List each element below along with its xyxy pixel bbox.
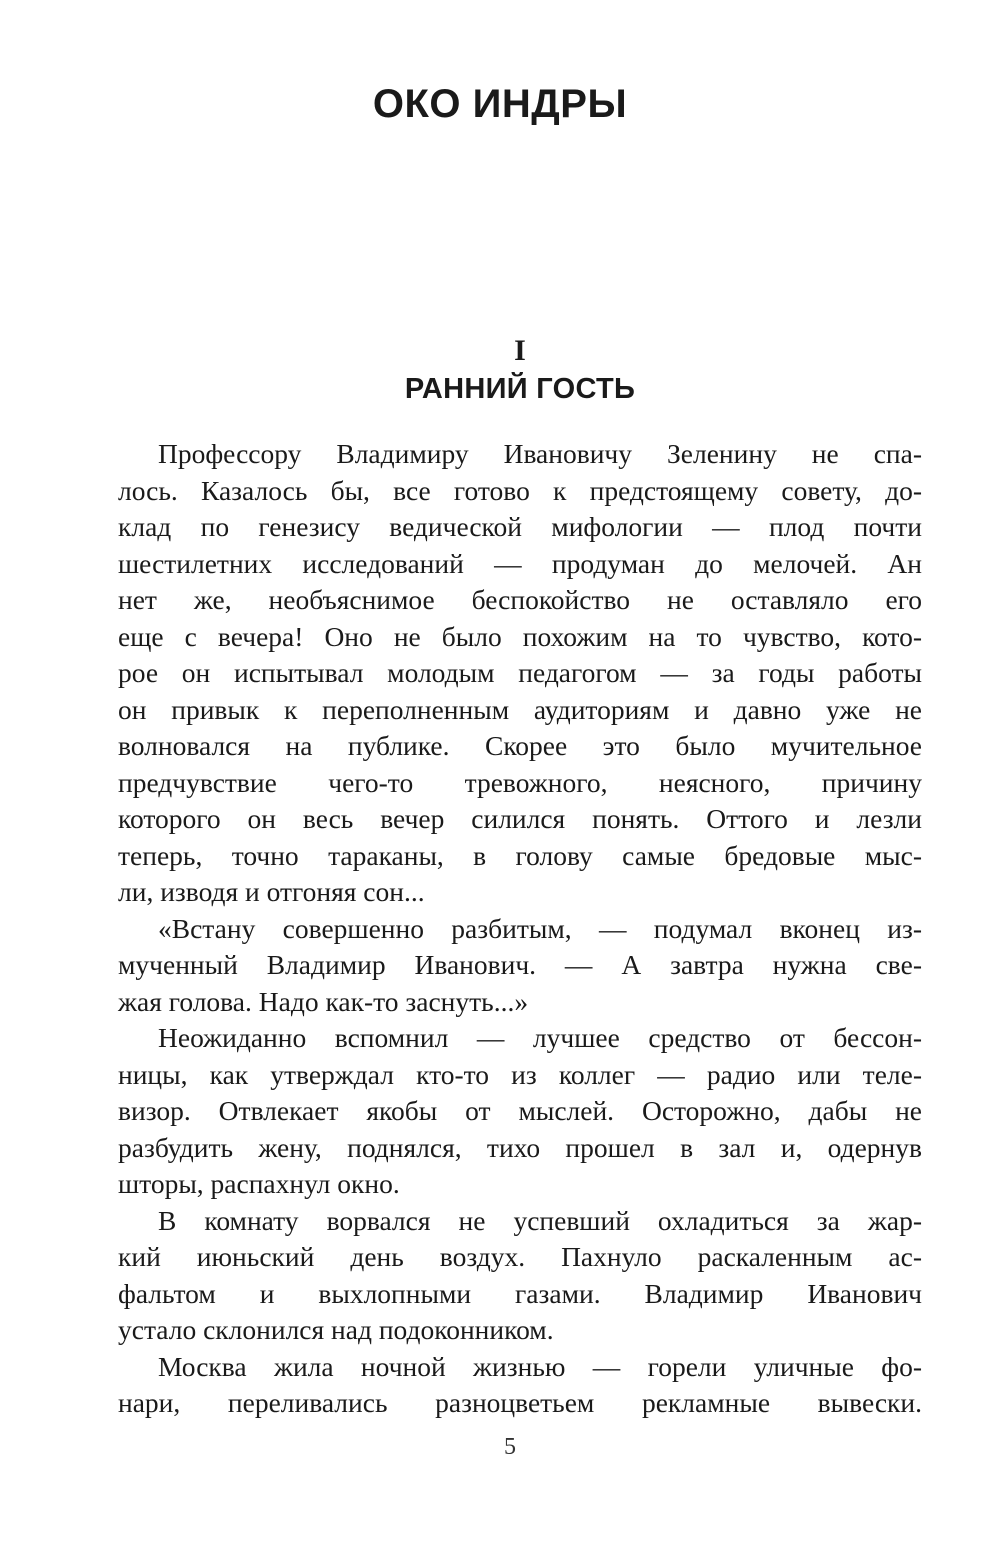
text-line: клад по генезису ведической мифологии — плод почти	[118, 511, 922, 542]
chapter-body	[118, 436, 922, 1422]
text-line: кий июньский день воздух. Пахнуло раскаленным ас-	[118, 1241, 922, 1272]
text-line: фальтом и выхлопными газами. Владимир Иванович	[118, 1277, 922, 1309]
text-line: ли, изводя и отгоняя сон...	[118, 876, 425, 907]
text-line: жая голова. Надо как-то заснуть...»	[118, 985, 529, 1017]
paragraph	[118, 1203, 922, 1349]
text-line: еще с вечера! Оно не было похожим на то чувство, кото-	[118, 620, 922, 652]
book-title: ОКО ИНДРЫ	[372, 82, 628, 126]
text-line: Москва жила ночной жизнью — горели уличные фо-	[158, 1350, 922, 1382]
text-line: лось. Казалось бы, все готово к предстоящему совету, до-	[118, 474, 922, 506]
text-line: рое он испытывал молодым педагогом — за годы работы	[118, 657, 922, 688]
text-line: теперь, точно тараканы, в голову самые бредовые мыс-	[118, 839, 922, 871]
text-line: которого он весь вечер силился понять. Оттого и лезли	[118, 803, 922, 834]
text-line: разбудить жену, поднялся, тихо прошел в зал и, одернув	[118, 1131, 922, 1163]
text-line: он привык к переполненным аудиториям и давно уже не	[118, 693, 922, 725]
text-line: Неожиданно вспомнил — лучшее средство от бессон-	[158, 1022, 922, 1053]
text-line: В комнату ворвался не успевший охладиться за жар-	[158, 1204, 922, 1236]
text-line: нари, переливались разноцветьем рекламные вывески.	[118, 1387, 922, 1418]
text-line: шторы, распахнул окно.	[118, 1168, 400, 1199]
text-line: нет же, необъяснимое беспокойство не оставляло его	[118, 584, 922, 615]
text-line: визор. Отвлекает якобы от мыслей. Осторожно, дабы не	[118, 1095, 922, 1126]
paragraph	[118, 911, 922, 1021]
text-line: шестилетних исследований — продуман до мелочей. Ан	[118, 547, 922, 579]
text-line: ницы, как утверждал кто-то из коллег — радио или теле-	[118, 1058, 922, 1090]
paragraph	[118, 436, 922, 911]
text-line: предчувствие чего-то тревожного, неясного, причину	[118, 766, 922, 798]
chapter-title: РАННИЙ ГОСТЬ	[404, 373, 636, 405]
chapter-number: I	[514, 334, 526, 367]
text-line: устало склонился над подоконником.	[118, 1314, 554, 1345]
text-line: мученный Владимир Иванович. — А завтра нужна све-	[118, 949, 922, 980]
paragraph	[118, 1020, 922, 1203]
page-number: 5	[504, 1434, 516, 1460]
text-line: Профессору Владимиру Ивановичу Зеленину не спа-	[158, 438, 922, 469]
paragraph	[118, 1349, 922, 1422]
text-line: волновался на публике. Скорее это было мучительное	[118, 730, 922, 761]
text-line: «Встану совершенно разбитым, — подумал вконец из-	[158, 912, 922, 944]
